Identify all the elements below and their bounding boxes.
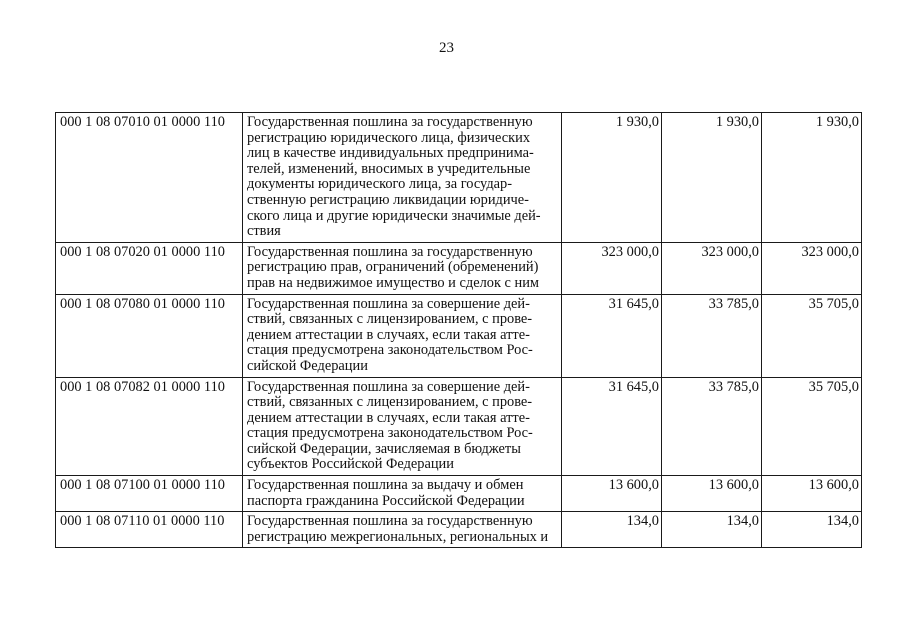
description-line: Государственная пошлина за государственную — [247, 114, 533, 130]
amount-cell: 1 930,0 — [662, 113, 762, 243]
table-row — [56, 377, 862, 476]
amount-cell: 323 000,0 — [662, 242, 762, 294]
description-line: Государственная пошлина за совершение дей- — [247, 295, 530, 312]
description-line: стация предусмотрена законодательством Рос- — [247, 342, 533, 359]
budget-code: 000 1 08 07080 01 0000 110 — [56, 294, 243, 377]
amount-cell: 33 785,0 — [662, 294, 762, 377]
amount-cell: 13 600,0 — [662, 476, 762, 512]
amount-cell: 35 705,0 — [762, 377, 862, 476]
budget-code: 000 1 08 07110 01 0000 110 — [56, 512, 243, 548]
description-line: ствия — [247, 223, 281, 240]
amount-cell: 13 600,0 — [562, 476, 662, 512]
description-line: Государственная пошлина за государственную — [247, 243, 533, 260]
page-number: 23 — [439, 40, 454, 56]
description-line: ствий, связанных с лицензированием, с прове- — [247, 394, 533, 411]
amount-cell: 35 705,0 — [762, 294, 862, 377]
description-line: Государственная пошлина за выдачу и обмен — [247, 477, 524, 494]
amount-cell: 323 000,0 — [562, 242, 662, 294]
description-line: регистрацию прав, ограничений (обременений) — [247, 259, 539, 276]
amount-cell: 13 600,0 — [762, 476, 862, 512]
table-row — [56, 113, 862, 243]
description-line: сийской Федерации, зачисляемая в бюджеты — [247, 440, 521, 457]
income-description — [243, 476, 562, 512]
table-row — [56, 512, 862, 548]
amount-cell: 323 000,0 — [762, 242, 862, 294]
description-line: ствий, связанных с лицензированием, с прове- — [247, 311, 533, 328]
income-description — [243, 377, 562, 476]
description-line: регистрацию межрегиональных, региональных и — [247, 528, 549, 545]
description-line: стация предусмотрена законодательством Рос- — [247, 425, 533, 442]
description-line: телей, изменений, вносимых в учредительные — [247, 160, 531, 177]
budget-code: 000 1 08 07082 01 0000 110 — [56, 377, 243, 476]
budget-code: 000 1 08 07010 01 0000 110 — [56, 113, 243, 243]
description-line: сийской Федерации — [247, 357, 368, 374]
amount-cell: 33 785,0 — [662, 377, 762, 476]
income-description — [243, 294, 562, 377]
income-description — [243, 512, 562, 548]
amount-cell: 1 930,0 — [562, 113, 662, 243]
table-row — [56, 242, 862, 294]
budget-table — [55, 112, 862, 548]
description-line: дением аттестации в случаях, если такая атте- — [247, 409, 530, 426]
amount-cell: 1 930,0 — [762, 113, 862, 243]
description-line: лиц в качестве индивидуальных предпринима- — [247, 145, 534, 162]
table-row — [56, 476, 862, 512]
amount-cell: 134,0 — [762, 512, 862, 548]
description-line: ского лица и другие юридически значимые дей- — [247, 207, 541, 224]
description-line: документы юридического лица, за государ- — [247, 176, 513, 193]
description-line: ственную регистрацию ликвидации юридиче- — [247, 191, 529, 208]
description-line: паспорта гражданина Российской Федерации — [247, 492, 525, 509]
amount-cell: 31 645,0 — [562, 294, 662, 377]
amount-cell: 31 645,0 — [562, 377, 662, 476]
description-line: дением аттестации в случаях, если такая атте- — [247, 326, 530, 343]
budget-code: 000 1 08 07020 01 0000 110 — [56, 242, 243, 294]
income-description — [243, 242, 562, 294]
description-line: субъектов Российской Федерации — [247, 456, 454, 473]
description-line: Государственная пошлина за совершение дей- — [247, 378, 530, 395]
budget-code: 000 1 08 07100 01 0000 110 — [56, 476, 243, 512]
description-line: регистрацию юридического лица, физических — [247, 129, 531, 146]
amount-cell: 134,0 — [562, 512, 662, 548]
income-description — [243, 113, 562, 243]
table-row — [56, 294, 862, 377]
description-line: прав на недвижимое имущество и сделок с ним — [247, 274, 540, 291]
description-line: Государственная пошлина за государственную — [247, 513, 533, 530]
amount-cell: 134,0 — [662, 512, 762, 548]
